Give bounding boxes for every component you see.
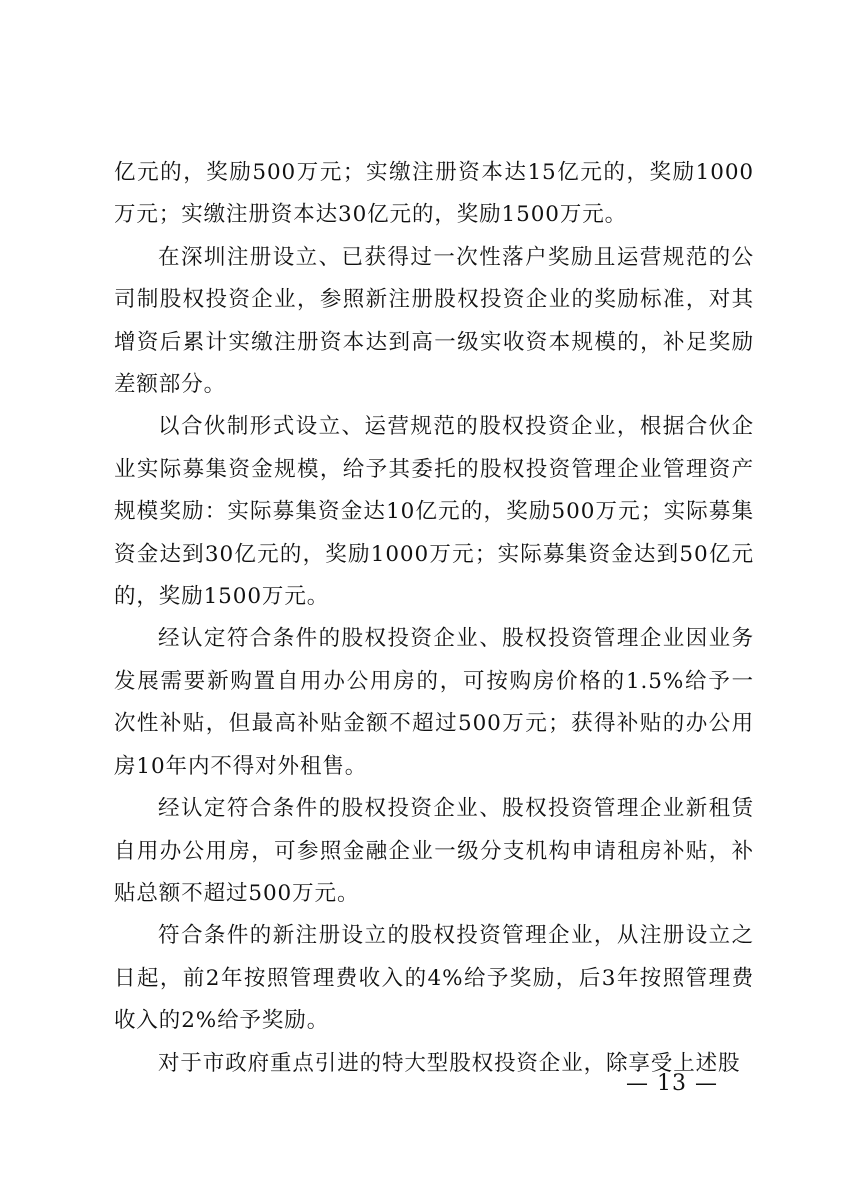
paragraph: 符合条件的新注册设立的股权投资管理企业，从注册设立之日起，前2年按照管理费收入的4%给予奖励，后3年按照管理费收入的2%给予奖励。 [114, 923, 754, 1034]
paragraph: 对于市政府重点引进的特大型股权投资企业，除享受上述股 [158, 1050, 741, 1076]
paragraph-continued: 亿元的，奖励500万元；实缴注册资本达15亿元的，奖励1000万元；实缴注册资本达30亿元的，奖励1500万元。 [114, 160, 754, 228]
paragraph: 经认定符合条件的股权投资企业、股权投资管理企业新租赁自用办公用房，可参照金融企业一级分支机构申请租房补贴，补贴总额不超过500万元。 [114, 796, 754, 906]
paragraph: 经认定符合条件的股权投资企业、股权投资管理企业因业务发展需要新购置自用办公用房的，可按购房价格的1.5%给予一次性补贴，但最高补贴金额不超过500万元；获得补贴的办公用房10年内不得对外租售。 [114, 626, 754, 779]
paragraph: 在深圳注册设立、已获得过一次性落户奖励且运营规范的公司制股权投资企业，参照新注册股权投资企业的奖励标准，对其增资后累计实缴注册资本达到高一级实收资本规模的，补足奖励差额部分。 [114, 244, 754, 398]
page-number: — 13 — [626, 1071, 718, 1096]
paragraph: 以合伙制形式设立、运营规范的股权投资企业，根据合伙企业实际募集资金规模，给予其委托的股权投资管理企业管理资产规模奖励：实际募集资金达10亿元的，奖励500万元；实际募集资金达到30亿元的，奖励1000万元；实际募集资金达到50亿元的，奖励1500万元。 [114, 414, 754, 610]
body-text [114, 152, 754, 1085]
